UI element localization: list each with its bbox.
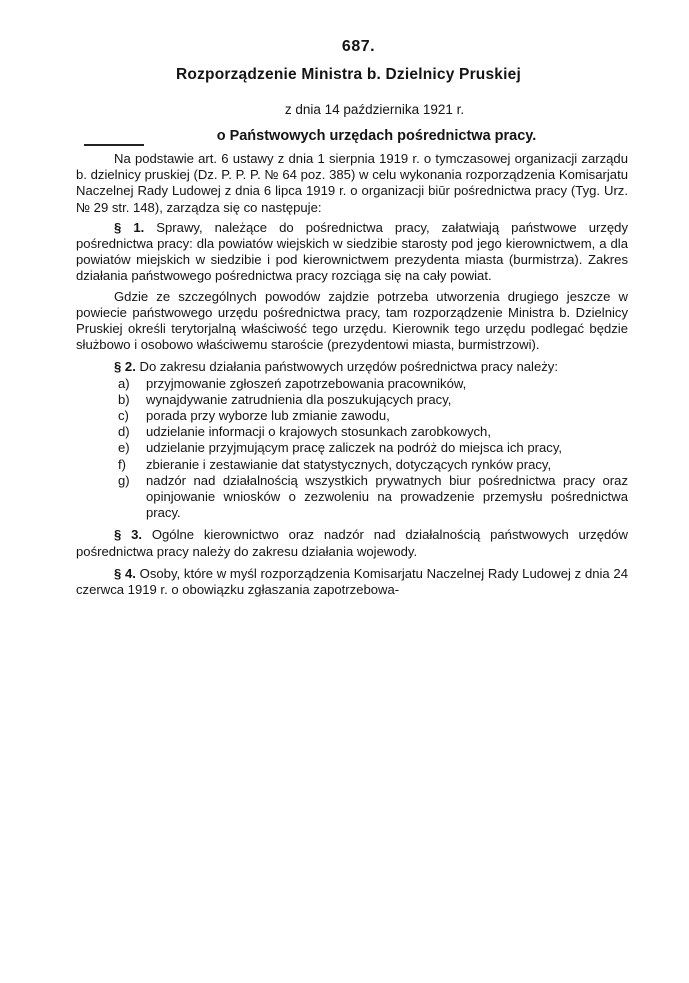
list-item: [76, 473, 628, 522]
list-item: [76, 376, 628, 392]
regulation-date-text: z dnia 14 października 1921 r.: [284, 102, 465, 117]
section-4-label: § 4.: [114, 565, 136, 581]
list-item-marker: f): [118, 456, 126, 472]
regulation-title: [0, 66, 689, 84]
list-item-marker: g): [118, 472, 130, 488]
section-1-paragraph: [76, 220, 628, 285]
regulation-date: [0, 102, 689, 117]
list-item-text: nadzór nad działalnością wszystkich prywatnych biur pośrednictwa pracy oraz opinjowanie wniosków o zezwoleniu na prowadzenie przemysłu pośrednictwa pracy.: [146, 472, 628, 521]
list-item-text: zbieranie i zestawianie dat statystycznych, dotyczących rynków pracy,: [146, 456, 552, 472]
list-item-text: udzielanie przyjmującym pracę zaliczek na podróż do miejsca ich pracy,: [146, 440, 563, 456]
preamble-paragraph: [76, 151, 628, 216]
section-1-label: § 1.: [114, 219, 145, 235]
preamble-text: Na podstawie art. 6 ustawy z dnia 1 sierpnia 1919 r. o tymczasowej organizacji zarządu b. dzielnicy pruskiej (Dz. P. P. P. № 64 poz. 385) w celu wykonania rozporządzenia Komisarjatu Naczelnej Rady Ludowej z dnia 6 lipca 1919 r. o organizacji biūr pośrednictwa pracy (Tyg. Urz. № 29 str. 148), zarządza się co następuje:: [76, 151, 628, 215]
section-2-text: Do zakresu działania państwowych urzędów pośrednictwa pracy należy:: [139, 359, 558, 375]
list-item-text: przyjmowanie zgłoszeń zapotrzebowania pracowników,: [146, 375, 467, 391]
list-item-marker: e): [118, 440, 130, 456]
list-item-marker: a): [118, 375, 130, 391]
subject-rule: [84, 144, 144, 146]
list-item: [76, 440, 628, 456]
section-3-text: Ogólne kierownictwo oraz nadzór nad działalnością państwowych urzędów pośrednictwa pracy należy do zakresu działania wojewody.: [76, 527, 629, 559]
regulation-body: [76, 151, 628, 598]
page-number: [0, 38, 689, 56]
section-1-text-2: Gdzie ze szczególnych powodów zajdzie potrzeba utworzenia drugiego jeszcze w powiecie państwowego urzędu pośrednictwa pracy, tam rozporządzenie Ministra b. Dzielnicy Pruskiej określi terytorjalną właściwość tego urzędu. Kierownik tego urzędu podlegać będzie służbowo i osobowo właściwemu staroście (prezydentowi miasta, burmistrzowi).: [76, 288, 628, 353]
section-4-paragraph: [76, 566, 628, 598]
page-number-text: 687.: [341, 38, 376, 55]
list-item-text: porada przy wyborze lub zmianie zawodu,: [146, 408, 390, 424]
list-item: [76, 392, 628, 408]
regulation-title-text: Rozporządzenie Ministra b. Dzielnicy Pruskiej: [176, 66, 521, 83]
list-item: [76, 457, 628, 473]
list-item-text: udzielanie informacji o krajowych stosunkach zarobkowych,: [146, 424, 491, 440]
section-3-paragraph: [76, 527, 628, 559]
list-item-marker: d): [118, 424, 130, 440]
regulation-subject: [0, 128, 689, 144]
section-2-label: § 2.: [114, 359, 136, 375]
regulation-subject-text: o Państwowych urzędach pośrednictwa pracy.: [216, 128, 537, 144]
section-2-paragraph: [76, 359, 628, 375]
section-4-text: Osoby, które w myśl rozporządzenia Komisarjatu Naczelnej Rady Ludowej z dnia 24 czerwca 1919 r. o obowiązku zgłaszania zapotrzebowa-: [76, 565, 629, 598]
section-1-paragraph-2: [76, 289, 628, 354]
list-item-text: wynajdywanie zatrudnienia dla poszukujących pracy,: [146, 391, 452, 407]
section-3-label: § 3.: [114, 527, 143, 543]
section-2-list: [76, 376, 628, 522]
list-item-marker: c): [118, 408, 129, 424]
section-1-text: Sprawy, należące do pośrednictwa pracy, załatwiają państwowe urzędy pośrednictwa pracy: dla powiatów wiejskich w siedzibie starosty pod jego kierownictwem, a dla powiatów miejskich w siedzibie i pod kierownictwem prezydenta miasta (burmistrza). Zakres działania państwowego pośrednictwa pracy rozciąga się na cały powiat.: [76, 219, 629, 284]
list-item-marker: b): [118, 391, 130, 407]
list-item: [76, 408, 628, 424]
list-item: [76, 424, 628, 440]
